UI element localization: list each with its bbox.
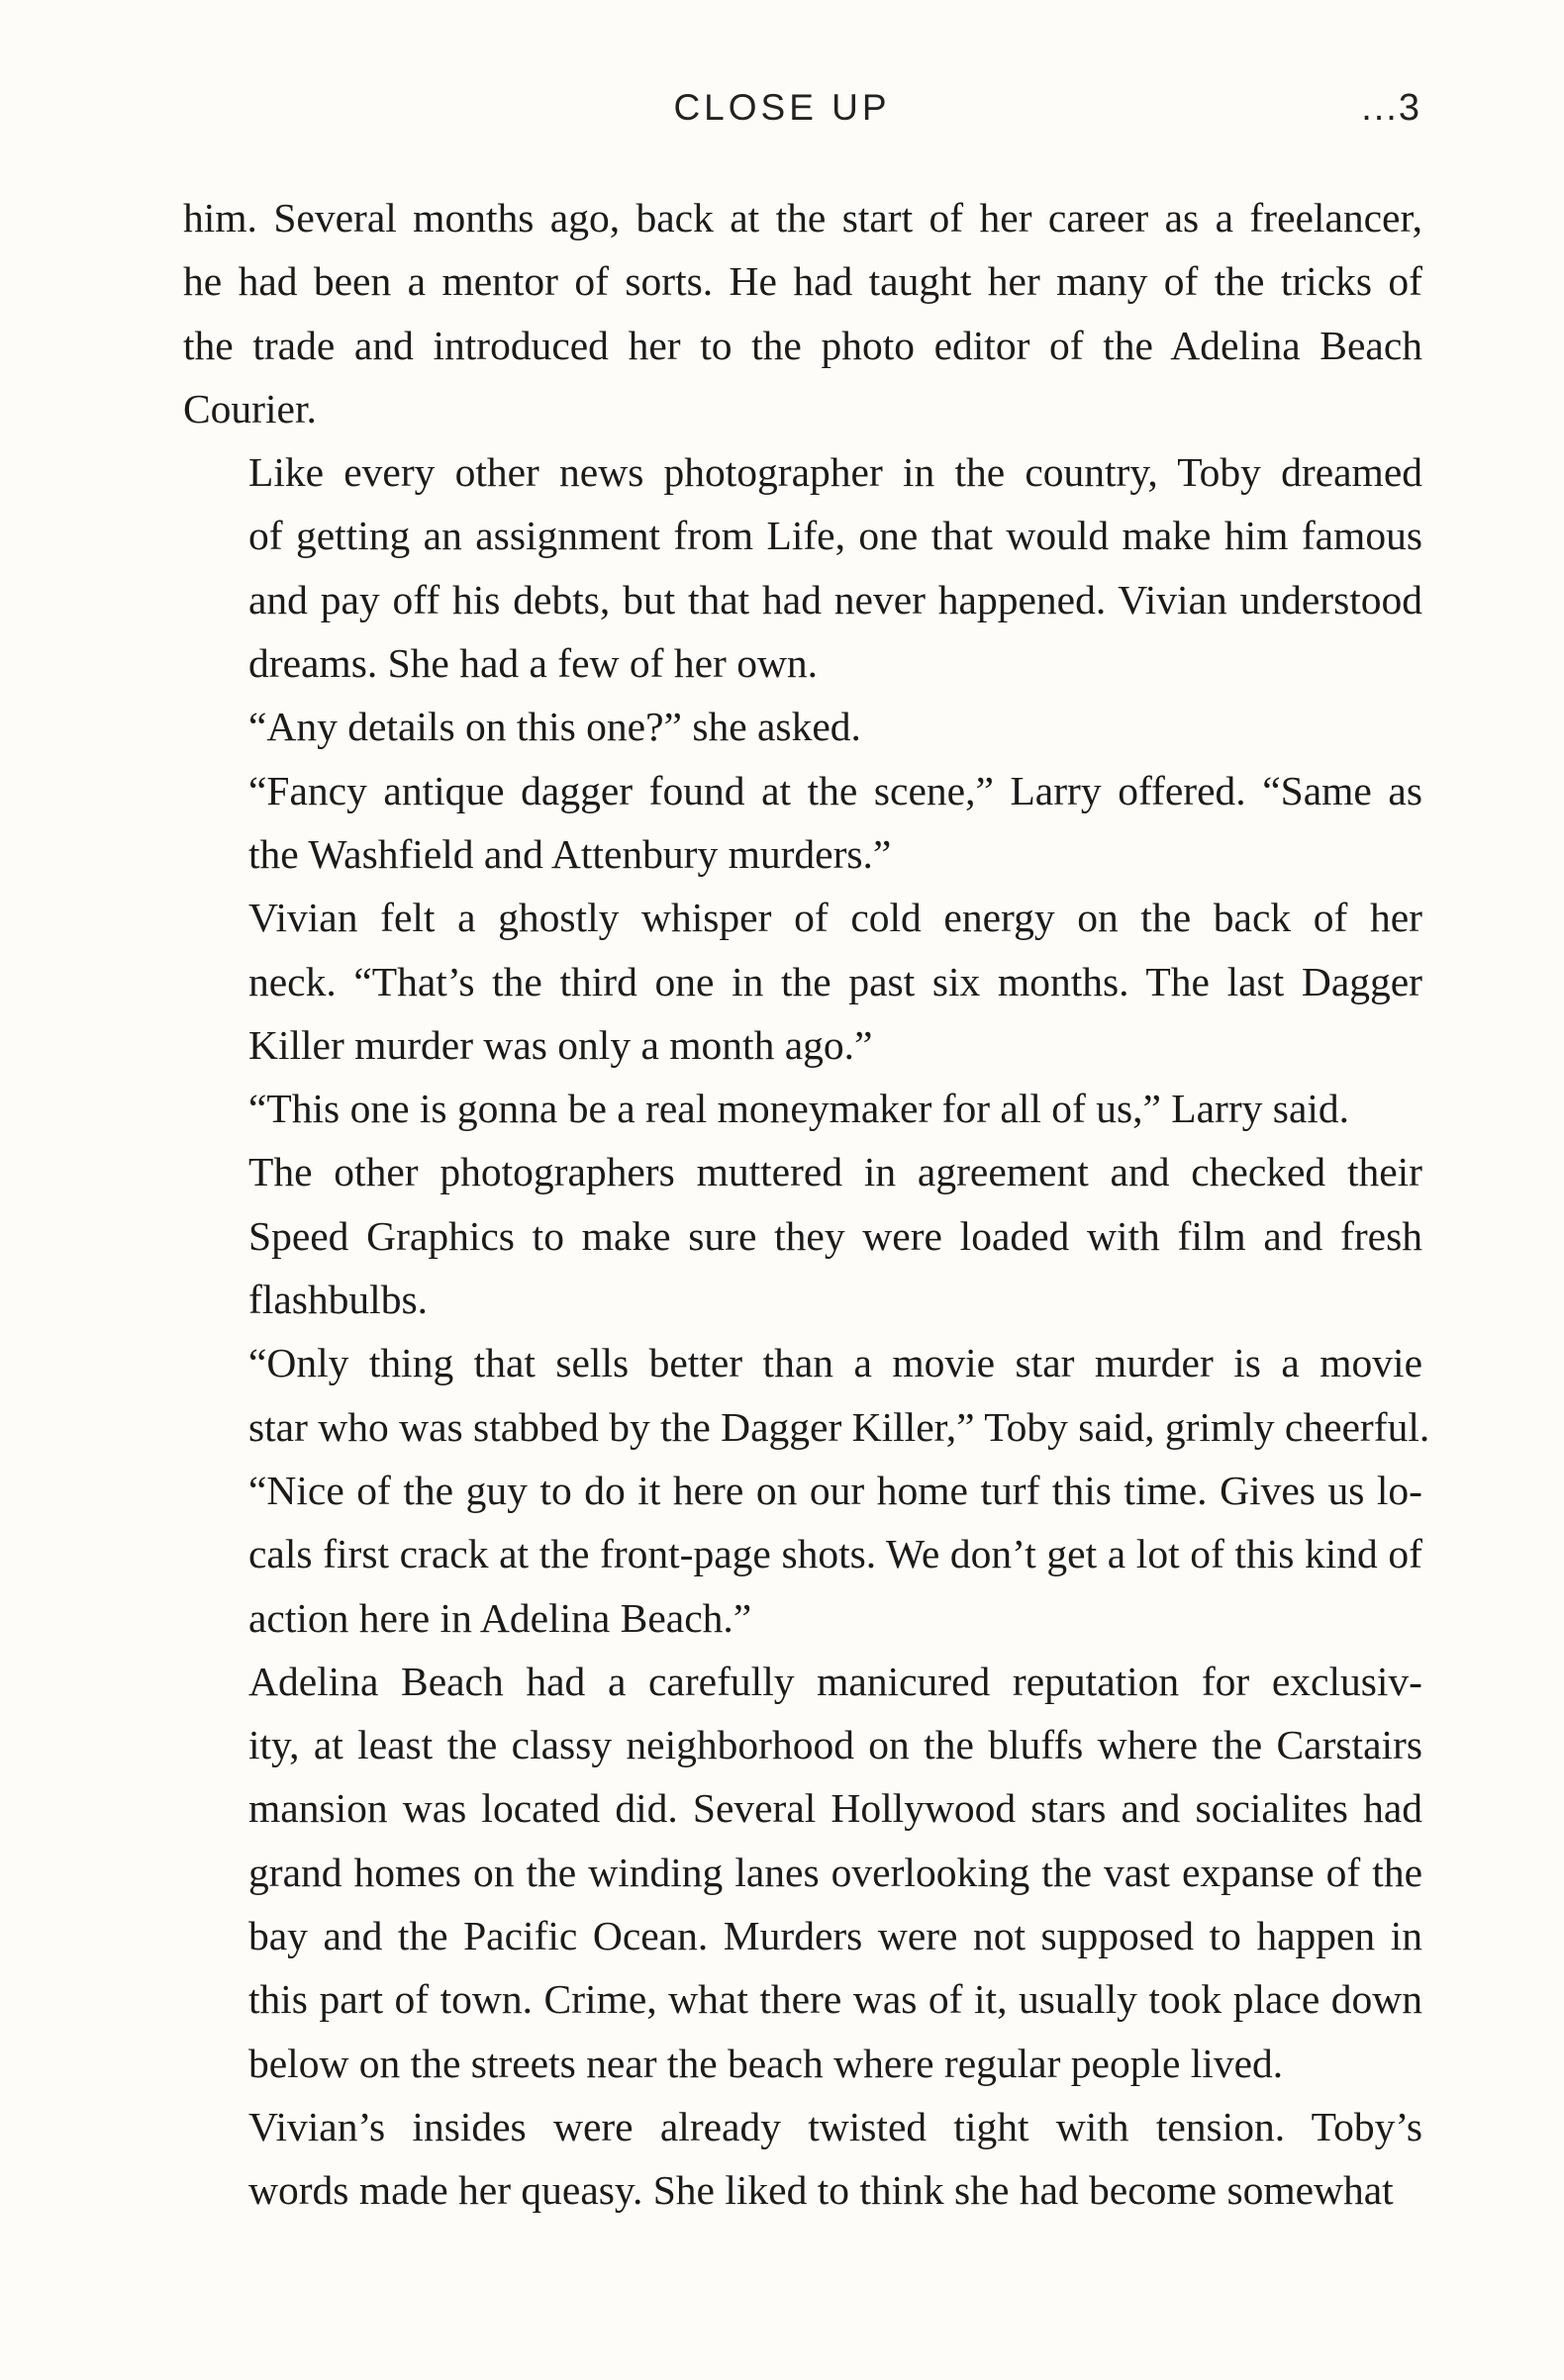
text-line: Adelina Beach had a carefully manicured reputation for exclusiv- — [248, 1658, 1422, 1704]
text-line: him. Several months ago, back at the start of her career as a freelancer, — [183, 195, 1422, 240]
running-head — [0, 83, 1564, 133]
text-line: of getting an assignment from Life, one that would make him famous — [248, 513, 1422, 559]
text-line: Vivian’s insides were already twisted tight with tension. Toby’s — [248, 2103, 1422, 2149]
text-line: dreams. She had a few of her own. — [248, 640, 819, 687]
text-line: and pay off his debts, but that had never happened. Vivian understood — [248, 576, 1422, 622]
paragraph — [183, 186, 1422, 440]
running-head-title: CLOSE UP — [673, 87, 891, 128]
text-line: cals first crack at the front-page shots. We don’t get a lot of this kind of — [248, 1531, 1422, 1577]
paragraph — [183, 886, 1422, 1077]
text-line: this part of town. Crime, what there was of it, usually took place down — [248, 1976, 1422, 2023]
text-line: “Any details on this one?” she asked. — [248, 704, 861, 750]
text-line: action here in Adelina Beach.” — [248, 1594, 752, 1641]
text-line: below on the streets near the beach where regular people lived. — [248, 2040, 1284, 2086]
text-line: The other photographers muttered in agreement and checked their — [248, 1149, 1422, 1195]
paragraph — [183, 1077, 1422, 1140]
text-line: flashbulbs. — [248, 1277, 428, 1323]
text-line: “Nice of the guy to do it here on our home turf this time. Gives us lo- — [248, 1467, 1422, 1513]
text-line: Like every other news photographer in the country, Toby dreamed — [248, 449, 1422, 496]
paragraph — [183, 2095, 1422, 2223]
text-line: ity, at least the classy neighborhood on the bluffs where the Carstairs — [248, 1722, 1422, 1768]
text-line: Speed Graphics to make sure they were loaded with film and fresh — [248, 1212, 1422, 1259]
text-line: Killer murder was only a month ago.” — [248, 1021, 873, 1068]
text-line: “Only thing that sells better than a movie star murder is a movie — [248, 1340, 1422, 1386]
text-line: words made her queasy. She liked to think she had become somewhat — [248, 2167, 1394, 2214]
text-line: the trade and introduced her to the photo editor of the Adelina Beach — [183, 322, 1422, 368]
text-line: mansion was located did. Several Hollywood stars and socialites had — [248, 1785, 1422, 1832]
body-text — [183, 186, 1430, 2223]
text-line: the Washfield and Attenbury murders.” — [248, 830, 892, 877]
text-line: grand homes on the winding lanes overlooking the vast expanse of the — [248, 1849, 1422, 1895]
paragraph — [183, 1331, 1430, 1649]
page-number: ...3 — [1361, 87, 1421, 129]
text-line: bay and the Pacific Ocean. Murders were not supposed to happen in — [248, 1913, 1422, 1959]
paragraph — [183, 759, 1422, 887]
text-line: Vivian felt a ghostly whisper of cold energy on the back of her — [248, 895, 1422, 941]
text-line: “This one is gonna be a real moneymaker for all of us,” Larry said. — [248, 1086, 1350, 1132]
text-line: Courier. — [183, 385, 317, 431]
text-line: “Fancy antique dagger found at the scene,” Larry offered. “Same as — [248, 767, 1422, 813]
paragraph — [183, 695, 1422, 758]
paragraph — [183, 440, 1422, 695]
text-line: neck. “That’s the third one in the past six months. The last Dagger — [248, 958, 1422, 1004]
text-line: star who was stabbed by the Dagger Killer,” Toby said, grimly cheerful. — [248, 1403, 1430, 1450]
paragraph — [183, 1650, 1422, 2095]
paragraph — [183, 1140, 1422, 1331]
text-line: he had been a mentor of sorts. He had taught her many of the tricks of — [183, 258, 1422, 305]
